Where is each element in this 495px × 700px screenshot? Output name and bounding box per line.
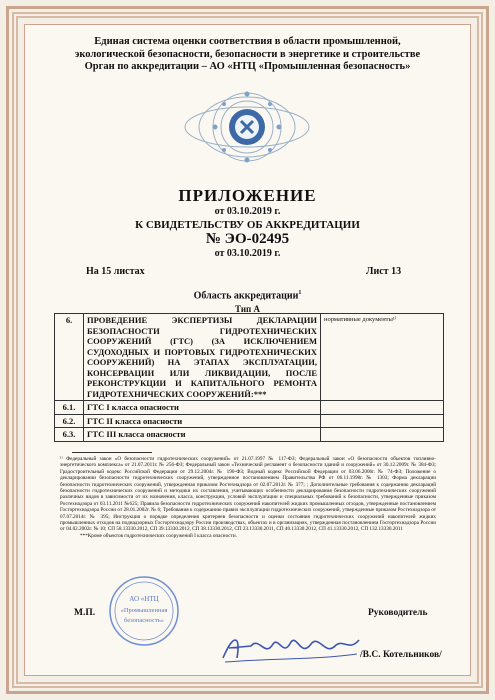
appendix-title: ПРИЛОЖЕНИЕ <box>178 186 317 205</box>
stamp-icon <box>108 575 180 647</box>
row-description: ГТС II класса опасности <box>84 414 321 428</box>
certificate-title: К СВИДЕТЕЛЬСТВУ ОБ АККРЕДИТАЦИИ <box>135 219 360 231</box>
row-norm <box>321 401 444 415</box>
signature-icon <box>215 628 365 668</box>
header-line-1: Единая система оценки соответствия в области промышленной, <box>94 36 401 47</box>
row-description: ПРОВЕДЕНИЕ ЭКСПЕРТИЗЫ ДЕКЛАРАЦИИ БЕЗОПАСНОСТИ ГИДРОТЕХНИЧЕСКИХ СООРУЖЕНИЙ (ГТС) (ЗА ИСКЛЮЧЕНИЕМ СУДОХОДНЫХ И ПОРТОВЫХ ГИДРОТЕХНИЧЕСКИХ СООРУЖЕНИЙ) НА ЭТАПАХ ЭКСПЛУАТАЦИИ, КОНСЕРВАЦИИ ИЛИ ЛИКВИДАЦИИ, ПОСЛЕ РЕКОНСТРУКЦИИ И КАПИТАЛЬНОГО РЕМОНТА ГИДРОТЕХНИЧЕСКИХ СООРУЖЕНИЙ:*** <box>84 314 321 401</box>
certificate-date: от 03.10.2019 г. <box>214 248 281 259</box>
row-number: 6.3. <box>55 428 84 442</box>
scope-title-text: Область аккредитации <box>193 290 299 302</box>
footnote-divider <box>72 452 152 453</box>
table-row <box>55 401 444 415</box>
emblem-icon <box>181 88 313 166</box>
scope-title <box>44 290 451 301</box>
row-number: 6.1. <box>55 401 84 415</box>
sheet-number: Лист 13 <box>366 266 402 277</box>
row-norm: нормативные документы¹⁾ <box>321 314 444 401</box>
footnote-text: ¹⁾ Федеральный закон «О безопасности гидротехнических сооружений» от 21.07.1997 № 117-ФЗ; Федеральный закон «О безопасности объектов топливно-энергетического комплекса» от 21.07.2011г. № 256-ФЗ; Федеральный закон «Технический регламент о безопасности зданий и сооружений» от 30.12.2009г. № 384-ФЗ; Градостроительный кодекс Российской Федерации от 29.12.2004г. № 190-ФЗ; Водный кодекс Российской Федерации от 03.06.2006г. № 74-ФЗ; Положение о декларировании безопасности гидротехнических сооружений, утвержденное постановлением Правительства РФ от 06.11.1998г. № 1303; Форма декларации безопасности гидротехнических сооружений, утвержденная приказом Ростехнадзора от 02.07.2012г. № 377; ; Дополнительные требования к содержанию деклараций безопасности гидротехнических сооружений и методики их составления, учитывающих особенности декларирования безопасности гидротехнических сооружений различных видов в зависимости от их назначения, класса, конструкции, условий эксплуатации и специальных требований к безопасности, утвержденные приказом Ростехнадзора от 03.11.2011 №625; Правила безопасности гидротехнических сооружений накопителей жидких промышленных отходов, утвержденные постановлением Госгортехнадзора России от 28.01.2002г. № 6; Требования к содержанию правил эксплуатации гидротехнических сооружений, утвержденные приказом Ростехнадзора от 07.07.2014г. № 395; Инструкция о порядке определения критериев безопасности и оценки состояния гидротехнических сооружений накопителей жидких промышленных отходов на поднадзорных Госгортехнадзору России производствах, объектах и в организациях, утвержденная постановлением Госгортехнадзора России от 04.02.2002г. № 10; СП 58.13330.2012, СП 39.13330.2012, СП 38.13330.2012, СП 23.13330.2011, СП 40.13330.2012, СП 41.13330.2012, СП 132.13330.2011 <box>60 456 436 533</box>
scope-type: Тип А <box>235 304 260 314</box>
row-number: 6.2. <box>55 414 84 428</box>
appendix-date: от 03.10.2019 г. <box>214 206 281 217</box>
scope-footnote-mark: 1 <box>298 290 302 296</box>
sheet-count: На 15 листах <box>86 266 145 277</box>
stamp-line-3: безопасность» <box>123 617 165 624</box>
header-line-3: Орган по аккредитации – АО «НТЦ «Промышленная безопасность» <box>84 61 411 72</box>
stamp-line-2: «Промышленная <box>120 607 168 614</box>
table-row <box>55 414 444 428</box>
row-number: 6. <box>55 314 84 401</box>
table-row <box>55 428 444 442</box>
signer-name: /В.С. Котельников/ <box>360 650 442 660</box>
row-description: ГТС III класса опасности <box>84 428 321 442</box>
footnotes <box>60 456 436 539</box>
header-line-2: экологической безопасности, безопасности в энергетике и строительстве <box>74 48 421 60</box>
row-norm <box>321 414 444 428</box>
scope-table <box>54 313 444 442</box>
row-norm <box>321 428 444 442</box>
certificate-number: № ЭО-02495 <box>205 231 290 247</box>
stamp-line-1: АО «НТЦ <box>129 595 159 603</box>
seal-label: М.П. <box>74 608 96 618</box>
header-block <box>44 36 451 74</box>
appendix-title-block <box>44 186 451 259</box>
row-description: ГТС I класса опасности <box>84 401 321 415</box>
table-row <box>55 314 444 401</box>
head-label: Руководитель <box>368 608 428 618</box>
footnote-note: ***Кроме объектов гидротехнических сооружений I класса опасности. <box>80 532 237 539</box>
